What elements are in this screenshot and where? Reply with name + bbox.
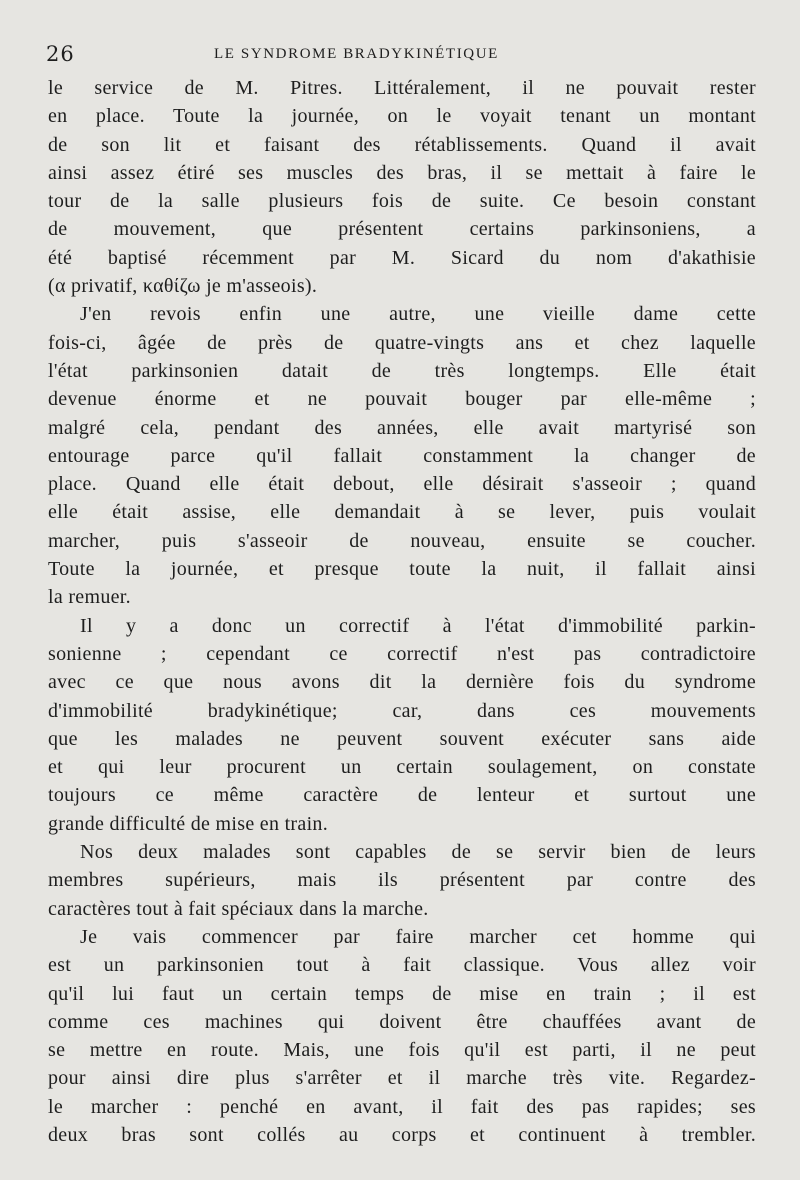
text-line: le service de M. Pitres. Littéralement, il ne pouvait rester [48,77,756,99]
paragraph-first-line: Je vais commencer par faire marcher cet homme qui [80,925,756,948]
text-line: se mettre en route. Mais, une fois qu'il est parti, il ne peut [48,1039,756,1062]
text-line: deux bras sont collés au corps et continuent à trembler. [48,1123,756,1146]
text-line: tour de la salle plusieurs fois de suite. Ce besoin constant [48,190,756,213]
text-line: entourage parce qu'il fallait constamment la changer de [48,444,756,467]
text-line: caractères tout à fait spéciaux dans la marche. [48,897,429,920]
text-line: le marcher : penché en avant, il fait des pas rapides; ses [48,1095,756,1118]
text-line: marcher, puis s'asseoir de nouveau, ensuite se coucher. [48,529,756,552]
text-line: Toute la journée, et presque toute la nuit, il fallait ainsi [48,558,756,581]
text-line: qu'il lui faut un certain temps de mise en train ; il est [48,982,756,1005]
body-text [48,74,756,1149]
text-line: fois-ci, âgée de près de quatre-vingts ans et chez laquelle [48,331,756,354]
page-number: 26 [46,42,75,66]
text-line: l'état parkinsonien datait de très longtemps. Elle était [48,359,756,382]
text-line: pour ainsi dire plus s'arrêter et il marche très vite. Regardez- [48,1067,756,1090]
text-line: sonienne ; cependant ce correctif n'est pas contradictoire [48,642,756,665]
text-line: et qui leur procurent un certain soulagement, on constate [48,756,756,779]
text-line: est un parkinsonien tout à fait classique. Vous allez voir [48,954,756,977]
text-line: comme ces machines qui doivent être chauffées avant de [48,1010,756,1033]
text-line: place. Quand elle était debout, elle désirait s'asseoir ; quand [48,473,756,496]
text-line: d'immobilité bradykinétique; car, dans ces mouvements [48,699,756,722]
paragraph-first-line: Il y a donc un correctif à l'état d'immobilité parkin- [80,614,756,637]
text-line: malgré cela, pendant des années, elle avait martyrisé son [48,416,756,439]
text-line: en place. Toute la journée, on le voyait tenant un montant [48,105,756,128]
paragraph-first-line: J'en revois enfin une autre, une vieille dame cette [80,303,756,326]
text-line: (α privatif, καθίζω je m'asseois). [48,275,318,298]
text-line: devenue énorme et ne pouvait bouger par elle-même ; [48,388,756,411]
text-line: que les malades ne peuvent souvent exécuter sans aide [48,727,756,750]
running-title: LE SYNDROME BRADYKINÉTIQUE [214,46,499,62]
running-head [46,42,756,72]
text-line: été baptisé récemment par M. Sicard du nom d'akathisie [48,246,756,269]
text-line: ainsi assez étiré ses muscles des bras, il se mettait à faire le [48,161,756,184]
text-line: de mouvement, que présentent certains parkinsoniens, a [48,218,756,241]
text-line: avec ce que nous avons dit la dernière fois du syndrome [48,671,756,694]
text-line: de son lit et faisant des rétablissements. Quand il avait [48,133,756,156]
paragraph-first-line: Nos deux malades sont capables de se servir bien de leurs [80,841,756,864]
text-line: membres supérieurs, mais ils présentent par contre des [48,869,756,892]
text-line: grande difficulté de mise en train. [48,812,329,835]
text-line: elle était assise, elle demandait à se lever, puis voulait [48,501,756,524]
text-line: la remuer. [48,586,131,609]
text-line: toujours ce même caractère de lenteur et surtout une [48,784,756,807]
